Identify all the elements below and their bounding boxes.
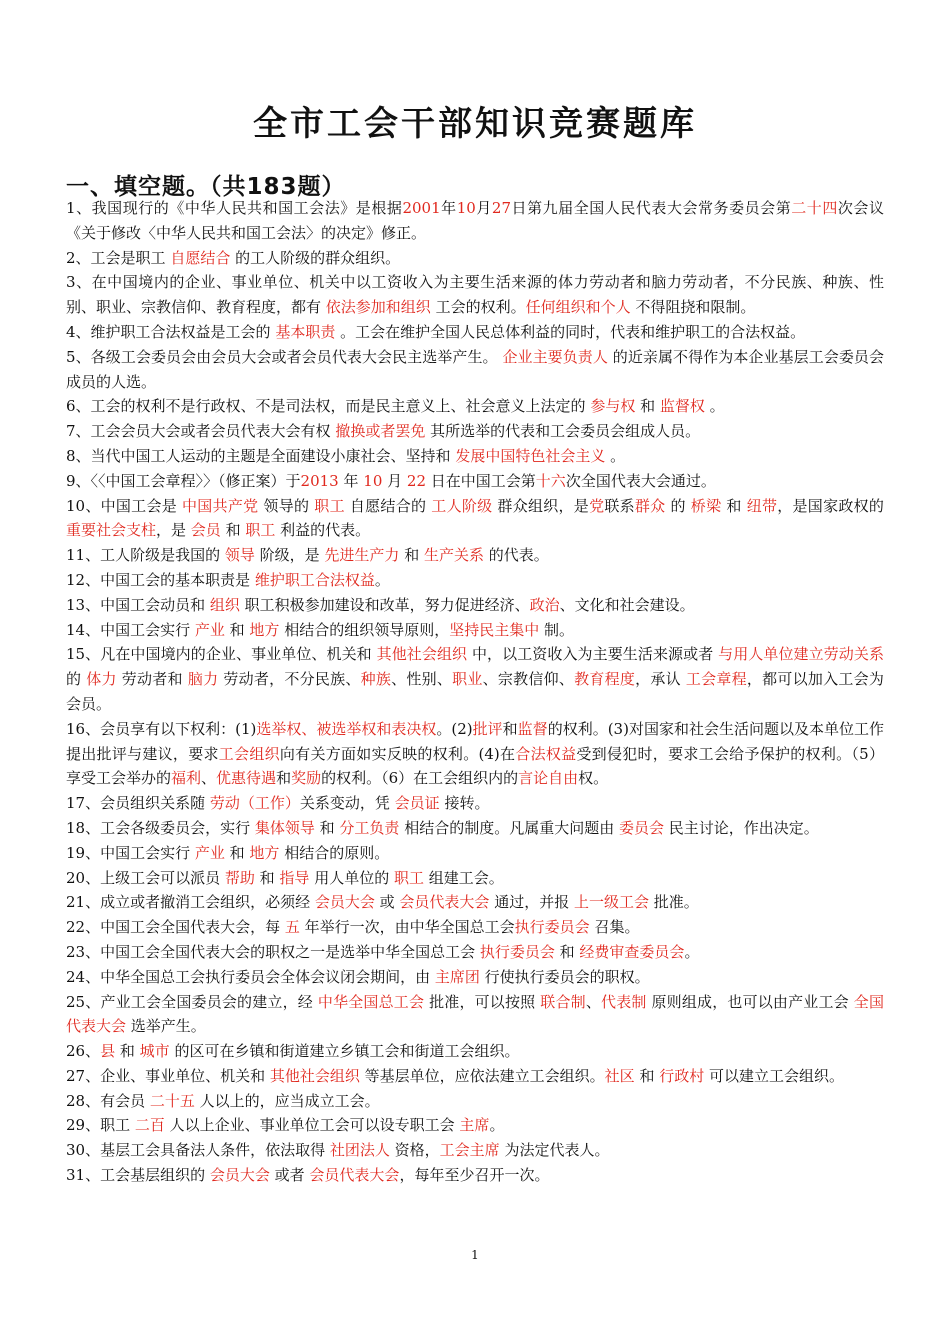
answer-text: 行政村 [659, 1066, 705, 1085]
question-text: 的权利。(3)对国家和社会生活问题以及本单位工作提出批评与建议，要求 [66, 719, 884, 763]
question-text: 。(2) [436, 719, 473, 738]
question-text: 9、〈〈中国工会章程〉〉（修正案）于 [66, 471, 301, 490]
question-text: 等基层单位，应依法建立工会组织。 [359, 1066, 605, 1085]
answer-text: 地方 [249, 843, 280, 862]
answer-text: 上一级工会 [573, 893, 649, 912]
question-text: 次全国代表大会通过。 [565, 471, 716, 490]
answer-text: 地方 [249, 620, 280, 639]
answer-text: 主席 [459, 1116, 490, 1135]
question-text: 或 [374, 893, 400, 912]
question-item [66, 345, 884, 395]
question-text: 7、工会会员大会或者会员代表大会有权 [66, 422, 336, 441]
question-item [66, 196, 884, 246]
question-text: 、文化和社会建设。 [559, 595, 695, 614]
question-text: 相结合的原则。 [279, 843, 390, 862]
answer-text: 批评 [472, 719, 503, 738]
question-text: 和 [254, 868, 280, 887]
question-item [66, 1064, 884, 1089]
question-text: 和 [554, 942, 580, 961]
question-text: 领导的 [258, 496, 315, 515]
answer-text: 教育程度 [574, 670, 636, 689]
answer-text: 合法权益 [515, 744, 577, 763]
question-text: 人以上企业、事业单位工会可以设专职工会 [164, 1116, 460, 1135]
question-text: 劳动者，不分民族、 [218, 670, 361, 689]
question-item [66, 270, 884, 320]
question-text: 制。 [539, 620, 575, 639]
answer-text: 任何组织和个人 [525, 298, 631, 317]
answer-text: 重要社会支柱 [66, 521, 157, 540]
question-text: 人以上的，应当成立工会。 [194, 1091, 380, 1110]
question-text: 可以建立工会组织。 [704, 1066, 845, 1085]
question-item [66, 246, 884, 271]
answer-text: 先进生产力 [324, 546, 400, 565]
question-text: ，承认 [635, 670, 686, 689]
answer-text: 坚持民主集中 [449, 620, 540, 639]
question-item [66, 1163, 884, 1188]
question-text: 批准。 [649, 893, 699, 912]
answer-text: 帮助 [224, 868, 255, 887]
answer-text: 监督 [517, 719, 548, 738]
question-text: 资格， [389, 1141, 440, 1160]
question-text: 27、企业、事业单位、机关和 [66, 1066, 270, 1085]
question-text: 11、工人阶级是我国的 [66, 546, 225, 565]
question-item [66, 866, 884, 891]
answer-text: 领导 [224, 546, 255, 565]
page-number: 1 [471, 1248, 479, 1262]
question-item [66, 618, 884, 643]
answer-text: 会员代表大会 [399, 893, 490, 912]
question-text: 权。 [578, 769, 609, 788]
answer-text: 27 [491, 199, 511, 217]
question-text: 和 [276, 769, 292, 788]
answer-text: 纽带 [746, 496, 778, 515]
question-text: 、性别、 [391, 670, 453, 689]
question-text: 6、工会的权利不是行政权、不是司法权，而是民主意义上、社会意义上法定的 [66, 397, 591, 416]
question-text: 阶级，是 [254, 546, 325, 565]
question-item [66, 444, 884, 469]
answer-text: 委员会 [618, 818, 664, 837]
answer-text: 其他社会组织 [376, 645, 468, 664]
answer-text: 政治 [529, 595, 560, 614]
question-text: 召集。 [589, 918, 640, 937]
question-text: 24、中华全国总工会执行委员会全体会议闭会期间，由 [66, 967, 435, 986]
question-text: 不得阻挠和限制。 [630, 298, 756, 317]
question-text: 10、中国工会是 [66, 496, 183, 515]
answer-text: 五 [284, 918, 300, 937]
answer-text: 代表制 [601, 992, 647, 1011]
answer-text: 10 [363, 471, 383, 490]
question-text: 月 [475, 199, 492, 217]
question-text: 为法定代表人。 [499, 1141, 610, 1160]
question-text: 的权利。（6）在工会组织内的 [321, 769, 519, 788]
answer-text: 产业 [194, 843, 225, 862]
question-text: 。工会在维护全国人民总体利益的同时，代表和维护职工的合法权益。 [335, 322, 806, 341]
answer-text: 生产关系 [423, 546, 484, 565]
answer-text: 组织 [209, 595, 240, 614]
question-text: 的 [665, 496, 691, 515]
answer-text: 脑力 [187, 670, 219, 689]
question-item [66, 419, 884, 444]
question-item [66, 543, 884, 568]
question-text: 的代表。 [484, 546, 549, 565]
answer-text: 工会主席 [439, 1141, 500, 1160]
question-item [66, 593, 884, 618]
answer-text: 群众 [634, 496, 666, 515]
question-text: 联系 [604, 496, 635, 515]
answer-text: 发展中国特色社会主义 [455, 446, 606, 465]
question-text: 群众组织，是 [492, 496, 590, 515]
question-item [66, 841, 884, 866]
answer-text: 其他社会组织 [269, 1066, 360, 1085]
question-item [66, 791, 884, 816]
question-text: 向有关方面如实反映的权利。(4)在 [279, 744, 516, 763]
question-text: 工会的权利。 [430, 298, 526, 317]
question-item [66, 717, 884, 791]
answer-text: 撤换或者罢免 [335, 422, 426, 441]
answer-text: 二十五 [149, 1091, 195, 1110]
question-text: 4、维护职工合法权益是工会的 [66, 322, 276, 341]
question-text: 接转。 [439, 794, 490, 813]
question-text: 年 [338, 471, 364, 490]
question-text: 年 [440, 199, 457, 217]
question-text: 原则组成，也可以由产业工会 [646, 992, 854, 1011]
question-text: 相结合的组织领导原则， [279, 620, 450, 639]
question-text: 30、基层工会具备法人条件，依法取得 [66, 1141, 330, 1160]
question-text: 利益的代表。 [275, 521, 371, 540]
answer-text: 二十四 [791, 199, 838, 217]
answer-text: 体力 [86, 670, 117, 689]
question-text: ，都可以加入工会为会员。 [66, 670, 884, 713]
question-text: 和 [399, 546, 424, 565]
answer-text: 会员证 [394, 794, 440, 813]
answer-text: 10 [456, 199, 476, 217]
answer-text: 福利 [171, 769, 202, 788]
question-item [66, 320, 884, 345]
answer-text: 工人阶级 [431, 496, 493, 515]
answer-text: 执行委员会 [479, 942, 555, 961]
question-text: 15、凡在中国境内的企业、事业单位、机关和 [66, 645, 377, 664]
answer-text: 产业 [194, 620, 225, 639]
answer-text: 奖励 [291, 769, 322, 788]
answer-text: 基本职责 [275, 322, 336, 341]
question-text: 行使执行委员会的职权。 [479, 967, 650, 986]
question-item [66, 1039, 884, 1064]
question-text: 中，以工资收入为主要生活来源或者 [467, 645, 719, 664]
answer-text: 参与权 [590, 397, 636, 416]
section-heading: 一、填空题。（共183题） [66, 174, 346, 200]
answer-text: 社团法人 [329, 1141, 390, 1160]
question-text: 和 [635, 397, 660, 416]
question-text: 20、上级工会可以派员 [66, 868, 225, 887]
question-text: 用人单位的 [309, 868, 394, 887]
question-text: 其所选举的代表和工会委员会组成人员。 [425, 422, 701, 441]
question-text: 2、工会是职工 [66, 248, 171, 267]
answer-text: 中国共产党 [182, 496, 259, 515]
question-text: 相结合的制度。凡属重大问题由 [399, 818, 619, 837]
answer-text: 监督权 [659, 397, 705, 416]
question-text: 17、会员组织关系随 [66, 794, 210, 813]
answer-text: 经费审查委员会 [579, 942, 685, 961]
question-text: 、宗教信仰、 [482, 670, 575, 689]
question-text: 18、工会各级委员会，实行 [66, 818, 255, 837]
question-text: 关系变动，凭 [299, 794, 395, 813]
answer-text: 会员大会 [209, 1166, 270, 1185]
question-text: 和 [502, 719, 518, 738]
answer-text: 劳动（工作） [209, 794, 300, 813]
question-item [66, 1089, 884, 1114]
answer-text: 工会组织 [218, 744, 280, 763]
question-text: 12、中国工会的基本职责是 [66, 570, 255, 589]
answer-text: 城市 [139, 1042, 170, 1061]
answer-text: 社区 [604, 1066, 635, 1085]
question-text: 和 [314, 818, 340, 837]
answer-text: 职工 [393, 868, 424, 887]
question-text: 民主讨论，作出决定。 [664, 818, 819, 837]
question-text: 劳动者和 [116, 670, 188, 689]
question-text: 19、中国工会实行 [66, 843, 195, 862]
question-text: 日在中国工会第 [426, 471, 536, 490]
answer-text: 执行委员会 [514, 918, 590, 937]
question-text: 13、中国工会动员和 [66, 595, 210, 614]
question-item [66, 1138, 884, 1163]
question-item [66, 940, 884, 965]
answer-text: 分工负责 [339, 818, 400, 837]
answer-text: 职业 [452, 670, 483, 689]
question-text: ，每年至少召开一次。 [399, 1166, 550, 1185]
answer-text: 职工 [245, 521, 276, 540]
question-item [66, 642, 884, 716]
question-item [66, 469, 884, 494]
question-text: 。 [489, 1116, 505, 1135]
question-text: 通过，并报 [489, 893, 574, 912]
question-text: 26、 [66, 1042, 101, 1061]
answer-text: 会员大会 [314, 893, 375, 912]
question-text: 批准，可以按照 [424, 992, 541, 1011]
question-text: 8、当代中国工人运动的主题是全面建设小康社会、坚持和 [66, 446, 456, 465]
question-text: 1、我国现行的《中华人民共和国工会法》是根据 [66, 199, 403, 217]
question-item [66, 494, 884, 544]
answer-text: 会员代表大会 [309, 1166, 400, 1185]
question-text: 的近亲属不得作为本企业基层工会委员会成员的人选。 [66, 347, 884, 391]
answer-text: 会员 [190, 521, 221, 540]
question-text: 选举产生。 [126, 1017, 206, 1036]
question-item [66, 965, 884, 990]
question-text: 和 [721, 496, 747, 515]
answer-text: 维护职工合法权益 [254, 570, 375, 589]
answer-text: 十六 [535, 471, 566, 490]
question-item [66, 394, 884, 419]
question-item [66, 890, 884, 915]
answer-text: 党 [589, 496, 605, 515]
answer-text: 言论自由 [518, 769, 579, 788]
question-text: 。 [374, 570, 390, 589]
answer-text: 集体领导 [254, 818, 315, 837]
question-text: 3、在中国境内的企业、事业单位、机关中以工资收入为主要生活来源的体力劳动者和脑力劳动者，不分民族、种族、性别、职业、宗教信仰、教育程度，都有 [66, 273, 884, 317]
question-text: 和 [115, 1042, 140, 1061]
question-item [66, 1113, 884, 1138]
question-text: 和 [224, 620, 250, 639]
question-text: 22、中国工会全国代表大会，每 [66, 918, 285, 937]
question-text: 21、成立或者撤消工会组织，必须经 [66, 893, 315, 912]
question-text: 、 [201, 769, 217, 788]
question-item [66, 915, 884, 940]
answer-text: 企业主要负责人 [502, 347, 608, 366]
question-list [66, 196, 884, 1188]
question-text: 的 [66, 670, 87, 689]
question-text: 日第九届全国人民代表大会常务委员会第 [511, 199, 792, 217]
question-text: 。 [684, 942, 700, 961]
document-title: 全市工会干部知识竞赛题库 [253, 104, 697, 144]
answer-text: 与用人单位建立劳动关系 [718, 645, 884, 664]
answer-text: 工会章程 [685, 670, 747, 689]
question-text: 月 [382, 471, 407, 490]
answer-text: 二百 [134, 1116, 165, 1135]
answer-text: 县 [100, 1042, 116, 1061]
question-text: 。 [605, 446, 626, 465]
answer-text: 自愿结合 [170, 248, 231, 267]
answer-text: 桥梁 [690, 496, 722, 515]
question-text: 和 [634, 1066, 660, 1085]
question-item [66, 816, 884, 841]
answer-text: 种族 [360, 670, 392, 689]
question-text: 年举行一次，由中华全国总工会 [299, 918, 515, 937]
question-item [66, 568, 884, 593]
question-text: 25、产业工会全国委员会的建立，经 [66, 992, 318, 1011]
question-text: 、 [585, 992, 602, 1011]
question-text: 的区可在乡镇和街道建立乡镇工会和街道工会组织。 [169, 1042, 520, 1061]
answer-text: 全国代表大会 [66, 992, 884, 1036]
question-text: 29、职工 [66, 1116, 135, 1135]
answer-text: 选举权、被选举权和表决权 [256, 719, 437, 738]
answer-text: 依法参加和组织 [325, 298, 431, 317]
answer-text: 2013 [300, 471, 339, 490]
question-text: 受到侵犯时，要求工会给予保护的权利。（5）享受工会举办的 [66, 744, 884, 788]
answer-text: 2001 [402, 199, 441, 217]
answer-text: 22 [406, 471, 427, 490]
question-text: 职工积极参加建设和改革，努力促进经济、 [239, 595, 530, 614]
question-text: 16、会员享有以下权利：(1) [66, 719, 257, 738]
answer-text: 中华全国总工会 [317, 992, 425, 1011]
answer-text: 主席团 [434, 967, 480, 986]
question-text: 自愿结合的 [344, 496, 432, 515]
answer-text: 联合制 [540, 992, 586, 1011]
question-item [66, 990, 884, 1040]
question-text: 和 [220, 521, 246, 540]
question-text: 和 [224, 843, 250, 862]
question-text: 或者 [269, 1166, 310, 1185]
question-text: ，是 [156, 521, 191, 540]
question-text: ，是国家政权的 [777, 496, 884, 515]
question-text: 次会议《关于修改〈中华人民共和国工会法〉的决定》修正。 [66, 199, 884, 242]
question-text: 31、工会基层组织的 [66, 1166, 210, 1185]
answer-text: 指导 [279, 868, 310, 887]
answer-text: 优惠待遇 [216, 769, 277, 788]
question-text: 28、有会员 [66, 1091, 150, 1110]
answer-text: 职工 [314, 496, 345, 515]
question-text: 组建工会。 [424, 868, 504, 887]
question-text: 。 [704, 397, 725, 416]
question-text: 14、中国工会实行 [66, 620, 195, 639]
question-text: 5、各级工会委员会由会员大会或者会员代表大会民主选举产生。 [66, 347, 503, 366]
question-text: 23、中国工会全国代表大会的职权之一是选举中华全国总工会 [66, 942, 480, 961]
question-text: 的工人阶级的群众组织。 [230, 248, 401, 267]
